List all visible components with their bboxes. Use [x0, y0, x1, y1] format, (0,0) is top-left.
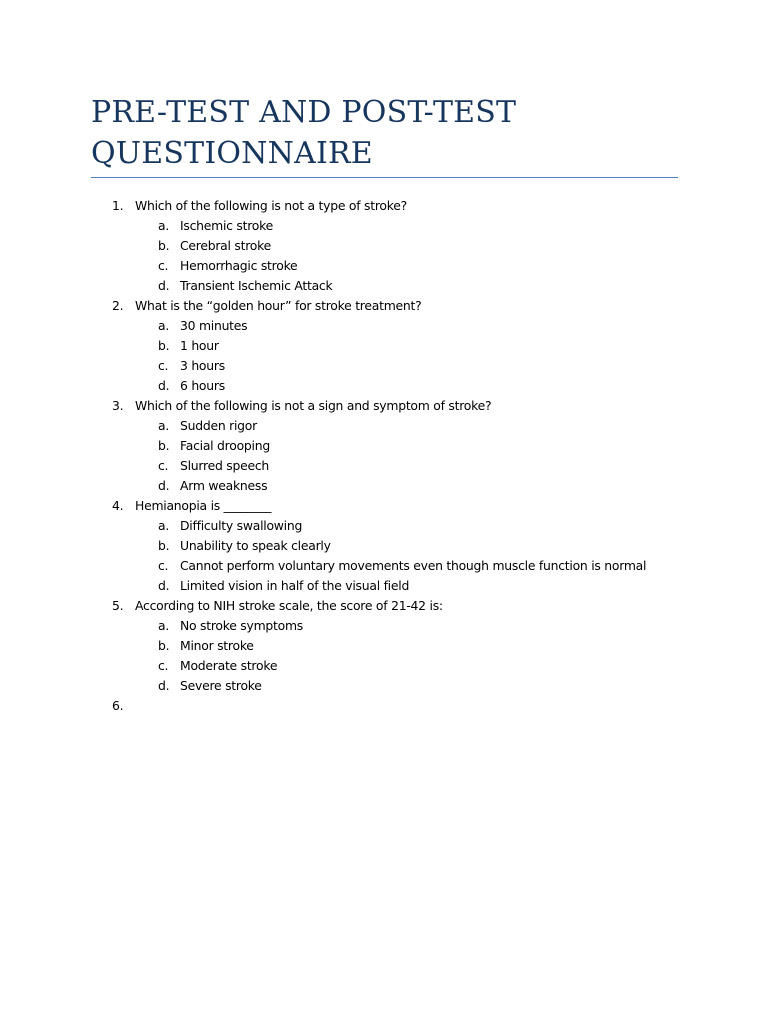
question-item [91, 496, 691, 516]
option-letter: b. [158, 338, 170, 353]
question-number: 5. [112, 598, 124, 613]
answer-option [91, 456, 691, 476]
answer-option [91, 636, 691, 656]
answer-option [91, 476, 691, 496]
option-letter: d. [158, 378, 170, 393]
title-underline-divider [91, 177, 678, 178]
question-list [91, 196, 691, 716]
answer-option [91, 336, 691, 356]
question-number: 2. [112, 298, 124, 313]
question-text: Which of the following is not a sign and symptom of stroke? [135, 398, 492, 413]
question-item [91, 696, 691, 716]
option-letter: d. [158, 278, 170, 293]
answer-option [91, 216, 691, 236]
answer-option [91, 656, 691, 676]
question-item [91, 196, 691, 216]
option-text: Facial drooping [180, 438, 270, 453]
option-letter: b. [158, 538, 170, 553]
question-text: According to NIH stroke scale, the score of 21-42 is: [135, 598, 443, 613]
option-text: 1 hour [180, 338, 219, 353]
answer-option [91, 316, 691, 336]
question-text: What is the “golden hour” for stroke treatment? [135, 298, 422, 313]
option-letter: c. [158, 658, 169, 673]
option-letter: a. [158, 618, 170, 633]
question-text: Which of the following is not a type of stroke? [135, 198, 407, 213]
option-letter: c. [158, 558, 169, 573]
option-text: 30 minutes [180, 318, 248, 333]
title-line-1: PRE-TEST AND POST-TEST [91, 95, 517, 130]
option-text: 6 hours [180, 378, 225, 393]
option-letter: c. [158, 458, 169, 473]
document-title [91, 92, 691, 174]
answer-option [91, 276, 691, 296]
option-text: Cannot perform voluntary movements even though muscle function is normal [180, 558, 647, 573]
option-letter: a. [158, 418, 170, 433]
option-text: Hemorrhagic stroke [180, 258, 298, 273]
option-letter: a. [158, 518, 170, 533]
option-letter: a. [158, 218, 170, 233]
option-letter: d. [158, 478, 170, 493]
option-text: No stroke symptoms [180, 618, 303, 633]
answer-option [91, 576, 691, 596]
question-number: 6. [112, 698, 124, 713]
option-text: Sudden rigor [180, 418, 257, 433]
option-text: Limited vision in half of the visual field [180, 578, 410, 593]
question-item [91, 296, 691, 316]
answer-option [91, 516, 691, 536]
question-item [91, 396, 691, 416]
question-text: Hemianopia is ________ [135, 498, 272, 513]
option-text: Transient Ischemic Attack [180, 278, 333, 293]
title-line-2: QUESTIONNAIRE [91, 136, 373, 171]
option-letter: b. [158, 638, 170, 653]
question-number: 3. [112, 398, 124, 413]
answer-option [91, 556, 691, 576]
option-text: Severe stroke [180, 678, 262, 693]
option-letter: b. [158, 238, 170, 253]
option-text: Unability to speak clearly [180, 538, 331, 553]
option-text: Moderate stroke [180, 658, 278, 673]
answer-option [91, 616, 691, 636]
answer-option [91, 376, 691, 396]
option-letter: a. [158, 318, 170, 333]
answer-option [91, 436, 691, 456]
option-text: Ischemic stroke [180, 218, 273, 233]
answer-option [91, 536, 691, 556]
option-letter: c. [158, 358, 169, 373]
option-letter: b. [158, 438, 170, 453]
answer-option [91, 356, 691, 376]
question-number: 1. [112, 198, 124, 213]
option-text: Arm weakness [180, 478, 268, 493]
option-text: 3 hours [180, 358, 225, 373]
option-text: Cerebral stroke [180, 238, 271, 253]
answer-option [91, 676, 691, 696]
option-text: Minor stroke [180, 638, 254, 653]
option-letter: d. [158, 678, 170, 693]
question-item [91, 596, 691, 616]
option-letter: d. [158, 578, 170, 593]
answer-option [91, 236, 691, 256]
question-number: 4. [112, 498, 124, 513]
option-letter: c. [158, 258, 169, 273]
answer-option [91, 416, 691, 436]
answer-option [91, 256, 691, 276]
option-text: Slurred speech [180, 458, 270, 473]
option-text: Difficulty swallowing [180, 518, 303, 533]
